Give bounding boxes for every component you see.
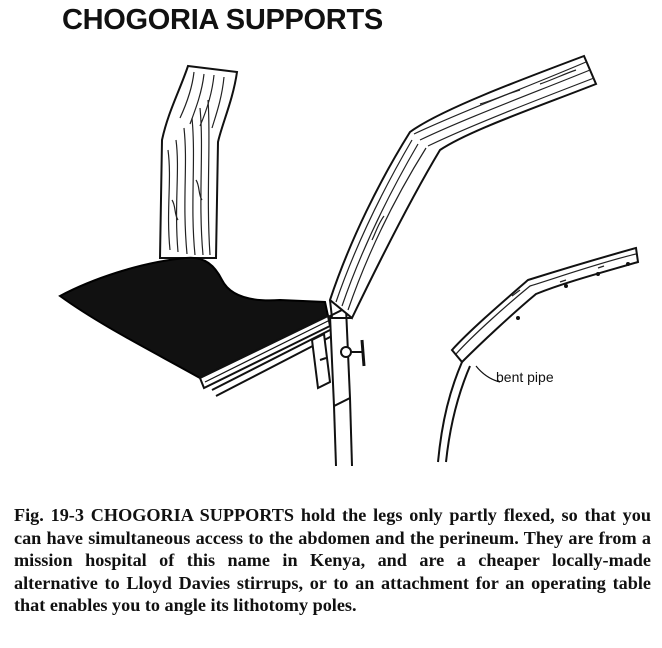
seat-pad xyxy=(60,258,330,388)
figure-title: CHOGORIA SUPPORTS xyxy=(62,4,383,36)
left-wooden-support xyxy=(160,66,237,258)
table-leg xyxy=(334,398,352,466)
bent-pipe-support xyxy=(438,248,638,462)
figure-caption: Fig. 19-3 CHOGORIA SUPPORTS hold the legs only partly flexed, so that you can have simultaneous access to the abdomen and the perineum. They are from a mission hospital of this name in Kenya, and are a cheaper locally-made alternative to Lloyd Davies stirrups, or to an attachment for an operating table that enables you to angle its lithotomy poles. xyxy=(14,505,651,616)
bent-pipe-label: bent pipe xyxy=(496,369,554,385)
